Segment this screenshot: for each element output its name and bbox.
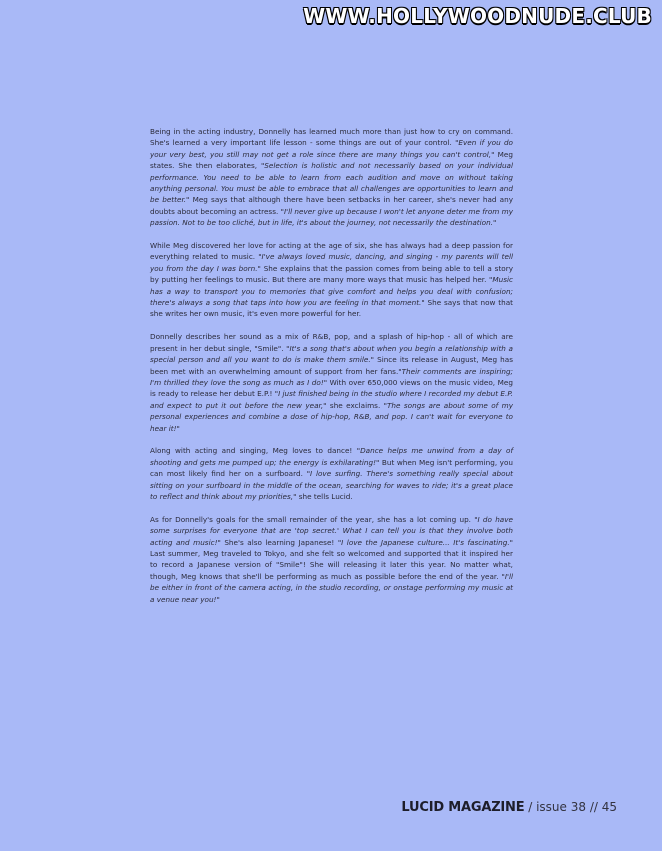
article-paragraph [150, 445, 513, 502]
quote-text: "Dance helps me unwind from a day of shooting and gets me pumped up; the energy is exhilarating!" [150, 446, 513, 467]
quote-text: "Music has a way to transport you to memories that give comfort and helps you deal with confusion; there's always a song that taps into how you are feeling in that moment." [150, 275, 513, 308]
quote-text: "I'll be either in front of the camera acting, in the studio recording, or onstage performing my music at a venue near you!" [150, 571, 513, 604]
quote-text: "The songs are about some of my personal experiences and combine a dose of hip-hop, R&B, and pop. I can't wait for everyone to hear it!" [150, 400, 513, 433]
body-text: Last summer, Meg traveled to Tokyo, and she felt so welcomed and supported that it inspired her to record a Japanese version of "Smile"! She will releasing it later this year. No matter what, though, Meg knows that she'll be performing as much as possible before the end of the year. [150, 548, 513, 581]
magazine-brand: LUCID MAGAZINE [401, 800, 525, 815]
body-text: She says that now that she writes her own music, it's even more powerful for her. [150, 298, 514, 319]
body-text: she exclaims. [326, 400, 384, 410]
quote-text: "I just finished being in the studio where I recorded my debut E.P. and expect to put it out before the new year," [150, 389, 513, 410]
quote-text: "I love the Japanese culture... It's fascinating." [337, 537, 513, 547]
body-text: Meg states. She then elaborates, [150, 149, 513, 171]
body-text: While Meg discovered her love for acting at the age of six, she has always had a deep passion for everything related to music. [150, 241, 513, 262]
body-text: Meg says that although there have been setbacks in her career, she's never had any doubts about becoming an actress. [150, 195, 514, 216]
body-text: Being in the acting industry, Donnelly has learned much more than just how to cry on command. She's learned a very important life lesson - some things are out of your control. [150, 127, 513, 148]
body-text: But when Meg isn't performing, you can most likely find her on a surfboard. [150, 457, 513, 479]
article-paragraph [150, 126, 513, 229]
body-text: Along with acting and singing, Meg loves to dance! [150, 446, 357, 456]
quote-text: "I'll never give up because I won't let anyone deter me from my passion. Not to be too cliché, but in life, it's about the journey, not necessarily the destination." [150, 206, 513, 228]
page-footer [401, 800, 617, 815]
issue-page-number: / issue 38 // 45 [524, 800, 617, 814]
body-text: She's also learning Japanese! [220, 537, 338, 547]
quote-text: "I do have some surprises for everyone that are 'top secret.' What I can tell you is that they involve both acting and music!" [150, 514, 513, 547]
quote-text: "I've always loved music, dancing, and singing - my parents will tell you from the day I was born." [150, 252, 513, 273]
body-text: As for Donnelly's goals for the small remainder of the year, she has a lot coming up. [150, 514, 475, 524]
quote-text: "Selection is holistic and not necessarily based on your individual performance. You need to be able to learn from each audition and move on without taking anything personal. You must be able to embrace that all challenges are opportunities to learn and be better." [150, 161, 513, 205]
body-text: With over 650,000 views on the music video, Meg is ready to release her debut E.P.! [150, 377, 513, 399]
article-body [150, 126, 513, 616]
quote-text: "Even if you do your very best, you still may not get a role since there are many things you can't control," [150, 138, 513, 159]
quote-text: "Their comments are inspiring; I'm thrilled they love the song as much as I do!" [150, 366, 513, 387]
quote-text: "It's a song that's about when you begin a relationship with a special person and all you want to do is make them smile." [150, 343, 514, 365]
body-text: She explains that the passion comes from being able to tell a story by putting her feelings to music. But there are many more ways that music has helped her. [150, 263, 513, 285]
quote-text: "I love surfing. There's something really special about sitting on your surfboard in the middle of the ocean, searching for waves to ride; it's a great place to reflect and think about my priorities," [150, 469, 514, 501]
body-text: she tells Lucid. [296, 491, 353, 501]
body-text: Since its release in August, Meg has been met with an overwhelming amount of support from her fans. [150, 355, 513, 376]
article-paragraph [150, 514, 513, 605]
watermark-text: WWW.HOLLYWOODNUDE.CLUB [303, 4, 652, 28]
article-paragraph [150, 240, 513, 320]
article-paragraph [150, 331, 513, 434]
body-text: Donnelly describes her sound as a mix of R&B, pop, and a splash of hip-hop - all of which are present in her debut single, "Smile". [150, 332, 513, 353]
